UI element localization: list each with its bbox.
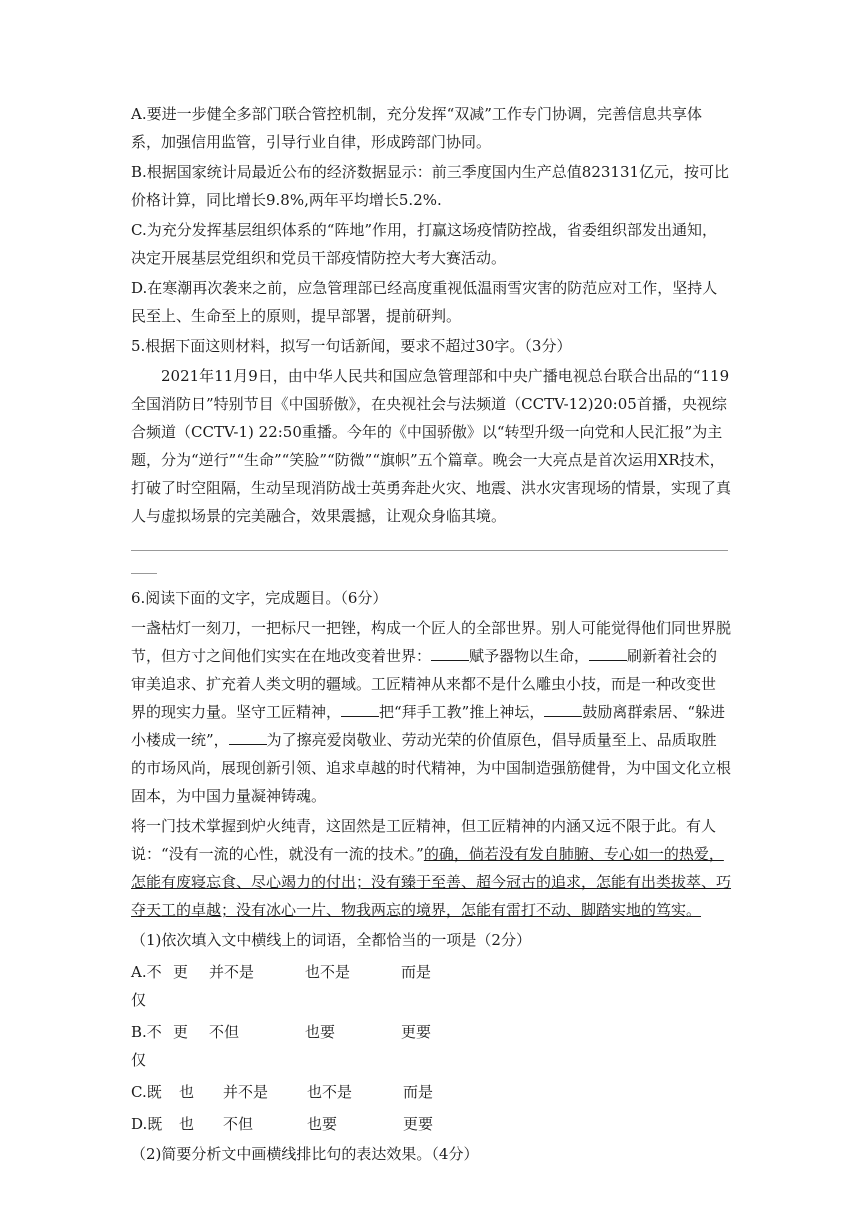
q6-sub-question-1: （1)依次填入文中横线上的词语，全都恰当的一项是（2分） bbox=[131, 931, 531, 949]
choice-option-c: C.既 也 并不是 也不是 而是 bbox=[131, 1083, 434, 1101]
choice-option-d: D.既 也 不但 也要 更要 bbox=[131, 1115, 434, 1133]
answer-line-stub bbox=[131, 573, 157, 574]
q6-passage-paragraph-1: 一盏枯灯一刻刀，一把标尺一把锉，构成一个匠人的全部世界。别人可能觉得他们同世界脱节，但方寸之间他们实实在在地改变着世界： 赋予器物以生命， 刷新着社会的审美追求、扩充着人类文明的疆域。工匠精神从来都不是什么雕虫小技，而是一种改变世界的现实力量。坚守工匠精神， 把“拜手工教”推上神坛， 鼓励离群索居、“躲进小楼成一统”， 为了擦亮爱岗敬业、劳动光荣的价值原色，倡导质量至上、品质取胜的市场风尚，展现创新引领、追求卓越的时代精神，为中国制造强筋健骨，为中国文化立根固本，为中国力量凝神铸魂。 bbox=[131, 619, 732, 805]
q4-option-d: D.在寒潮再次袭来之前，应急管理部已经高度重视低温雨雪灾害的防范应对工作，坚持人民至上、生命至上的原则，提早部署，提前研判。 bbox=[131, 279, 718, 325]
exam-page bbox=[131, 100, 731, 1168]
q6-prompt: 6.阅读下面的文字，完成题目。（6分） bbox=[131, 589, 388, 607]
choice-option-a: A.不仅 更 并不是 也不是 而是 bbox=[131, 963, 432, 1009]
answer-line[interactable] bbox=[131, 550, 728, 551]
fill-blank-3 bbox=[341, 701, 379, 717]
q5-prompt: 5.根据下面这则材料，拟写一句话新闻，要求不超过30字。（3分） bbox=[131, 337, 572, 355]
underlined-parallelism: 的确，倘若没有发自肺腑、专心如一的热爱，怎能有废寝忘食、尽心竭力的付出；没有臻于至善、超今冠古的追求，怎能有出类拔萃、巧夺天工的卓越；没有冰心一片、物我两忘的境界，怎能有雷打不动、脚踏实地的笃实。 bbox=[131, 845, 732, 919]
q4-option-b: B.根据国家统计局最近公布的经济数据显示：前三季度国内生产总值823131亿元，按可比价格计算，同比增长9.8%,两年平均增长5.2%. bbox=[131, 163, 730, 209]
q6-sub-question-2: （2)简要分析文中画横线排比句的表达效果。（4分） bbox=[131, 1145, 479, 1163]
q4-option-a: A.要进一步健全多部门联合管控机制，充分发挥“双减”工作专门协调，完善信息共享体系，加强信用监管，引导行业自律，形成跨部门协同。 bbox=[131, 105, 702, 151]
fill-blank-5 bbox=[229, 729, 267, 745]
fill-blank-4 bbox=[544, 701, 582, 717]
choice-option-b: B.不仅 更 不但 也要 更要 bbox=[131, 1023, 432, 1069]
fill-blank-2 bbox=[589, 645, 627, 661]
fill-blank-1 bbox=[431, 645, 469, 661]
q6-passage-paragraph-2: 将一门技术掌握到炉火纯青，这固然是工匠精神，但工匠精神的内涵又远不限于此。有人说：“没有一流的心性，就没有一流的技术。”的确，倘若没有发自肺腑、专心如一的热爱，怎能有废寝忘食、尽心竭力的付出；没有臻于至善、超今冠古的追求，怎能有出类拔萃、巧夺天工的卓越；没有冰心一片、物我两忘的境界，怎能有雷打不动、脚踏实地的笃实。 bbox=[131, 817, 732, 919]
q4-option-c: C.为充分发挥基层组织体系的“阵地”作用，打赢这场疫情防控战，省委组织部发出通知，决定开展基层党组织和党员干部疫情防控大考大赛活动。 bbox=[131, 221, 718, 267]
q5-material: 2021年11月9日，由中华人民共和国应急管理部和中央广播电视总台联合出品的“119全国消防日”特别节目《中国骄傲》，在央视社会与法频道（CCTV-12)20:05首播，央视综合频道（CCTV-1) 22:50重播。今年的《中国骄傲》以“转型升级一向党和人民汇报”为主题，分为“逆行”“生命”“笑脸”“防微”“旗帜”五个篇章。晚会一大亮点是首次运用XR技术，打破了时空阻隔，生动呈现消防战士英勇奔赴火灾、地震、洪水灾害现场的情景，实现了真人与虚拟场景的完美融合，效果震撼，让观众身临其境。 bbox=[131, 367, 732, 525]
